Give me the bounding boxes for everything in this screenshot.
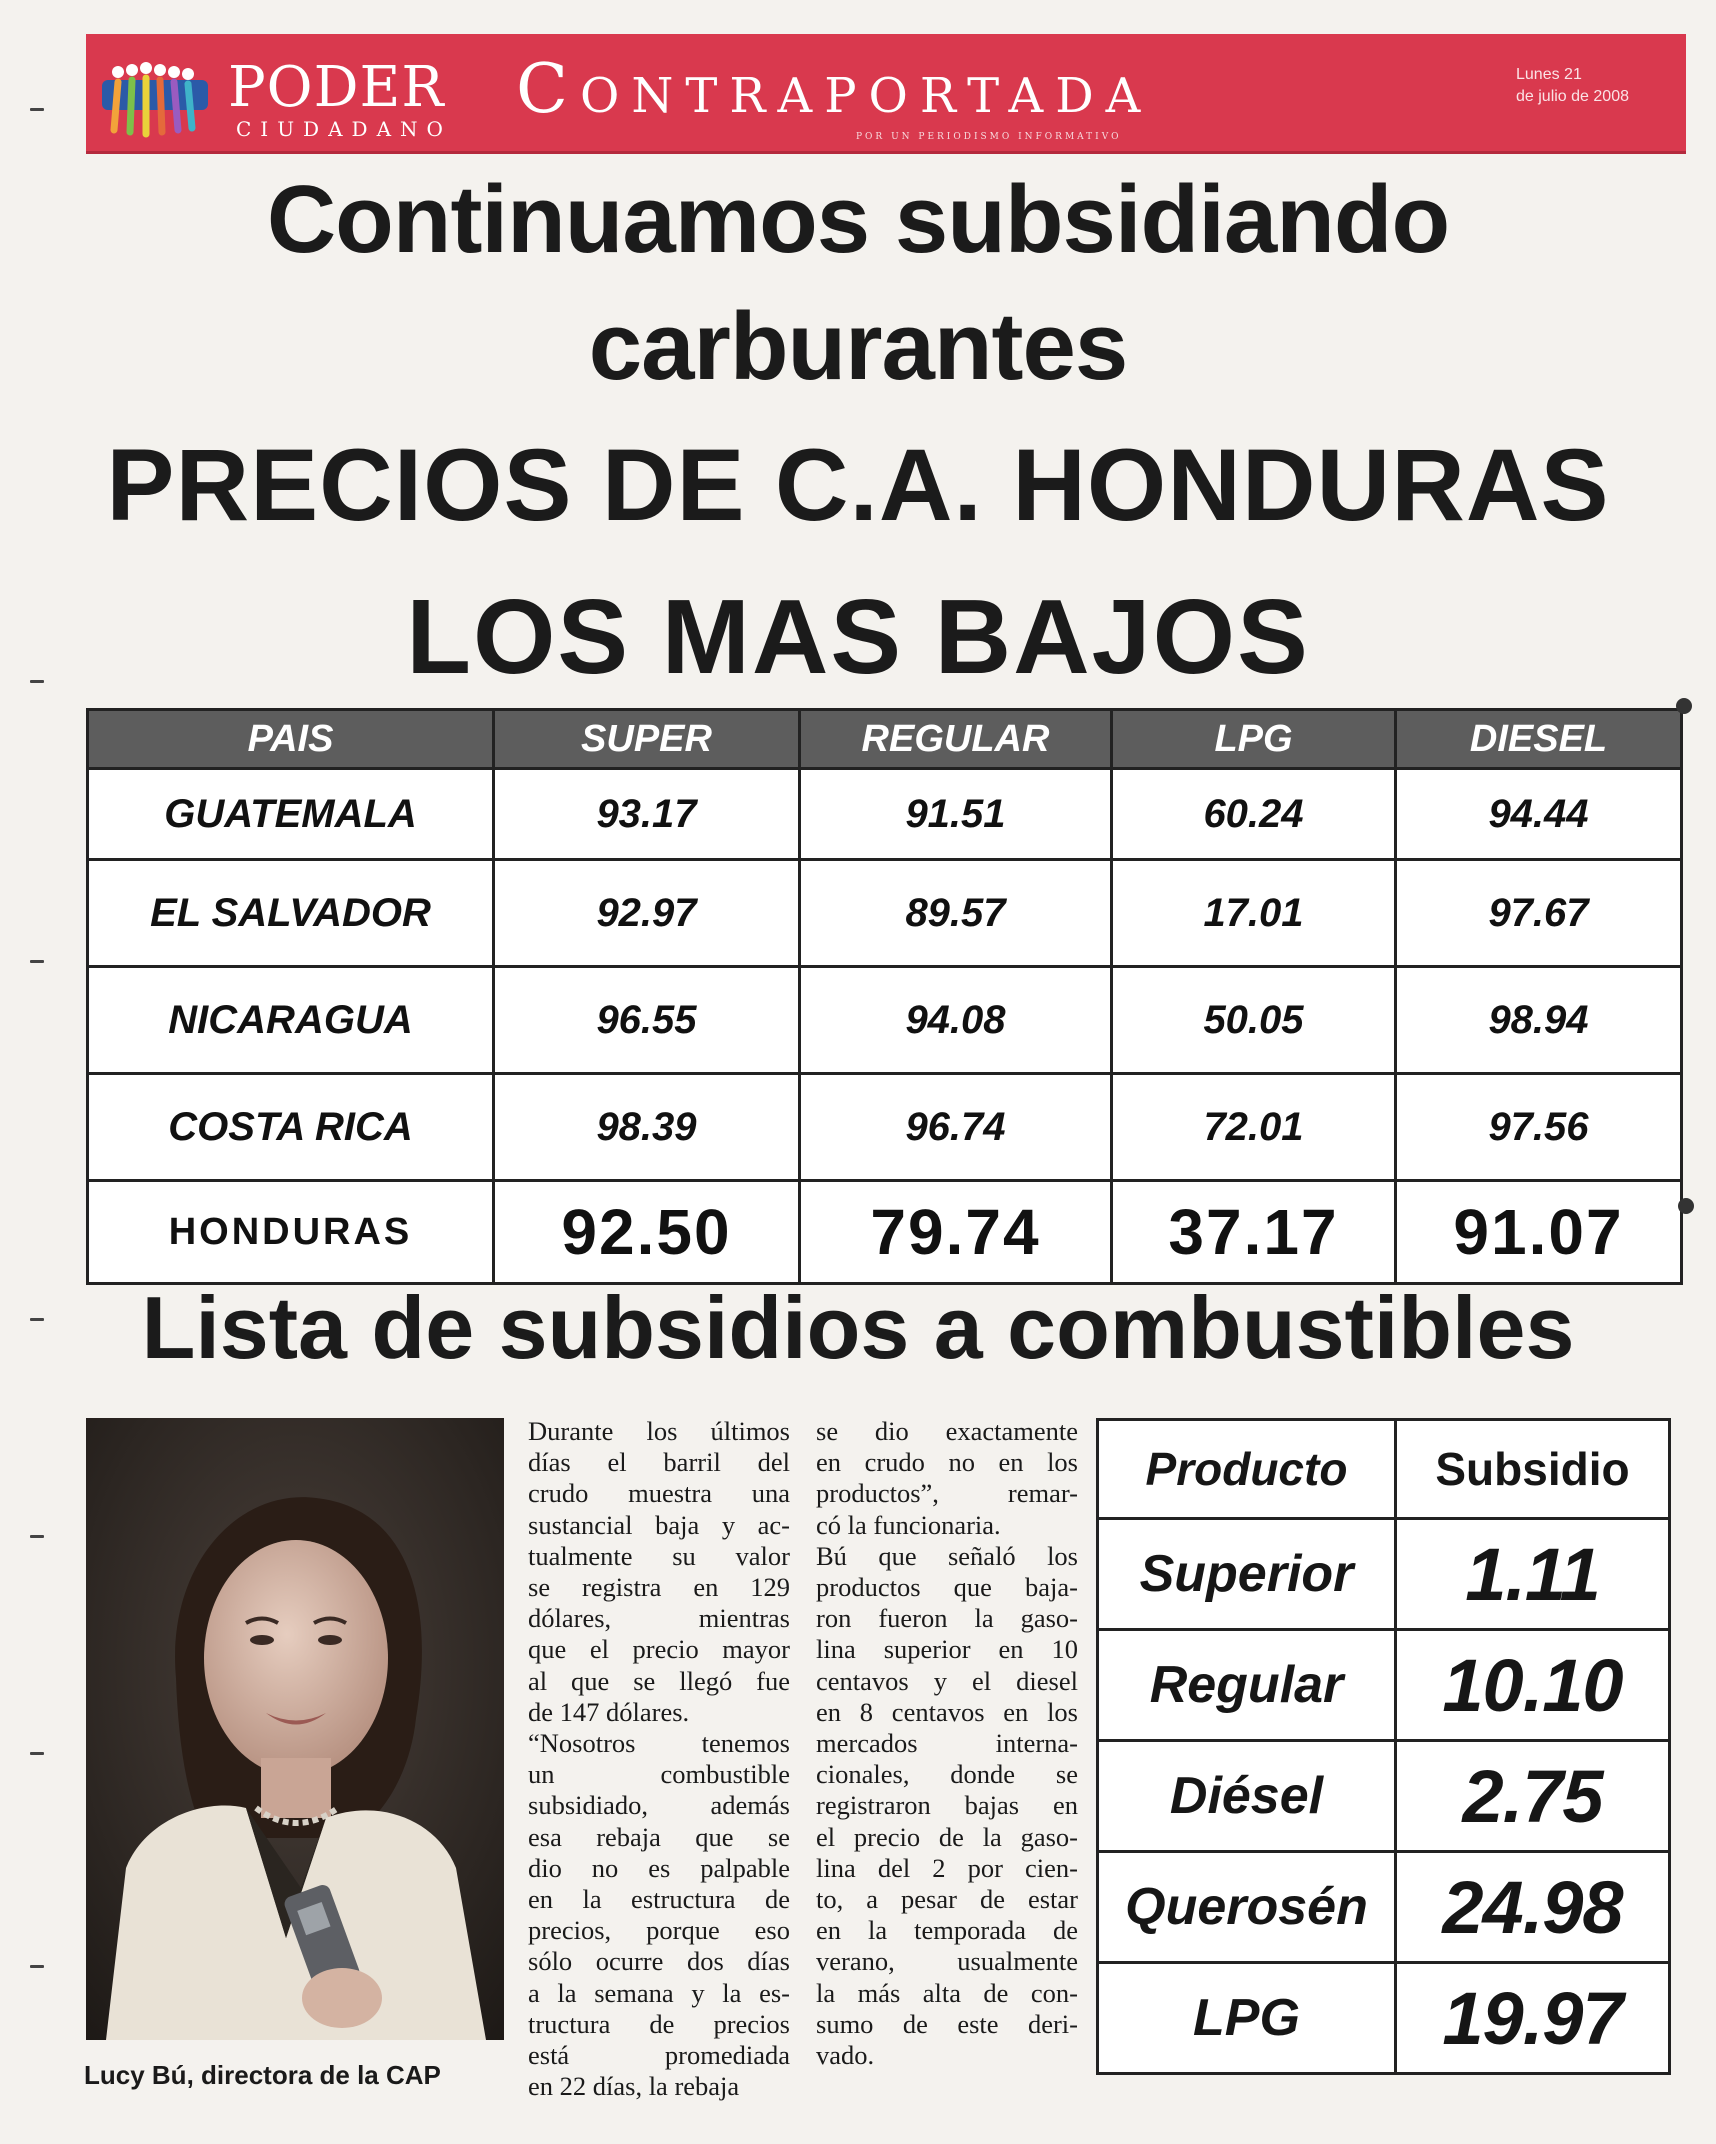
- price-cell: 72.01: [1112, 1074, 1396, 1181]
- table-row: [1098, 1741, 1670, 1852]
- logo-people-icon: [100, 58, 210, 138]
- article-text-line: de 147 dólares.: [528, 1696, 690, 1727]
- column-header-subsidio: Subsidio: [1396, 1420, 1670, 1519]
- price-cell: 37.17: [1112, 1181, 1396, 1284]
- price-cell: 89.57: [800, 860, 1112, 967]
- article-text-line: se registra en 129: [528, 1572, 790, 1603]
- issue-date-line2: de julio de 2008: [1516, 88, 1629, 105]
- price-cell: 97.67: [1396, 860, 1682, 967]
- subsidy-value-cell: 19.97: [1396, 1963, 1670, 2074]
- article-text-line: tructura de precios: [528, 2008, 790, 2039]
- headline-line-1: Continuamos subsidiando: [266, 166, 1450, 273]
- column-header-regular: REGULAR: [800, 710, 1112, 769]
- price-cell: 96.74: [800, 1074, 1112, 1181]
- price-cell: 98.94: [1396, 967, 1682, 1074]
- product-cell: Regular: [1098, 1630, 1396, 1741]
- subsidy-value-cell: 10.10: [1396, 1630, 1670, 1741]
- table-row: [1098, 1852, 1670, 1963]
- article-text-line: cionales, donde se: [816, 1759, 1078, 1790]
- table-row: [1098, 1963, 1670, 2074]
- article-column-1: [528, 1416, 790, 2102]
- article-text-line: sumo de este deri-: [816, 2008, 1078, 2039]
- article-text-line: crudo muestra una: [528, 1478, 790, 1509]
- subheadline-line-1: PRECIOS DE C.A. HONDURAS: [106, 428, 1610, 542]
- article-text-line: esa rebaja que se: [528, 1821, 790, 1852]
- article-text-line: productos”, remar-: [816, 1478, 1078, 1509]
- margin-mark: [30, 1752, 44, 1755]
- subsidy-value-cell: 2.75: [1396, 1741, 1670, 1852]
- subsidy-value-cell: 1.11: [1396, 1519, 1670, 1630]
- table-row: [88, 1074, 1682, 1181]
- price-cell: 91.07: [1396, 1181, 1682, 1284]
- article-text-line: sustancial baja y ac-: [528, 1509, 790, 1540]
- country-cell: EL SALVADOR: [88, 860, 494, 967]
- article-text-line: registraron bajas en: [816, 1790, 1078, 1821]
- article-text-line: un combustible: [528, 1759, 790, 1790]
- price-cell: 92.50: [494, 1181, 800, 1284]
- price-cell: 97.56: [1396, 1074, 1682, 1181]
- article-text-line: sólo ocurre dos días: [528, 1946, 790, 1977]
- table-row: [88, 967, 1682, 1074]
- table-row: [88, 860, 1682, 967]
- article-text-line: precios, porque eso: [528, 1915, 790, 1946]
- column-header-super: SUPER: [494, 710, 800, 769]
- article-text-line: a la semana y la es-: [528, 1977, 790, 2008]
- article-text-line: el precio de la gaso-: [816, 1821, 1078, 1852]
- table-row: [88, 769, 1682, 860]
- portrait-photo: [86, 1418, 504, 2040]
- price-cell: 93.17: [494, 769, 800, 860]
- price-cell: 92.97: [494, 860, 800, 967]
- country-cell: COSTA RICA: [88, 1074, 494, 1181]
- price-cell: 79.74: [800, 1181, 1112, 1284]
- article-text-line: “Nosotros tenemos: [528, 1728, 790, 1759]
- price-cell: 91.51: [800, 769, 1112, 860]
- price-cell: 94.08: [800, 967, 1112, 1074]
- article-text-line: ron fueron la gaso-: [816, 1603, 1078, 1634]
- article-text-line: productos que baja-: [816, 1572, 1078, 1603]
- product-cell: Diésel: [1098, 1741, 1396, 1852]
- product-cell: LPG: [1098, 1963, 1396, 2074]
- margin-mark: [30, 108, 44, 111]
- article-text-line: verano, usualmente: [816, 1946, 1078, 1977]
- article-text-line: la más alta de con-: [816, 1977, 1078, 2008]
- article-text-line: dólares, mientras: [528, 1603, 790, 1634]
- section-title: Contraportada: [516, 50, 1153, 129]
- table-row: [1098, 1630, 1670, 1741]
- product-cell: Superior: [1098, 1519, 1396, 1630]
- section-tagline: POR UN PERIODISMO INFORMATIVO: [856, 132, 1122, 142]
- country-cell: NICARAGUA: [88, 967, 494, 1074]
- article-text-line: centavos y el diesel: [816, 1665, 1078, 1696]
- margin-mark: [30, 1965, 44, 1968]
- price-table-header-row: [88, 710, 1682, 769]
- headline-line-2: carburantes: [588, 293, 1128, 400]
- country-cell: HONDURAS: [88, 1181, 494, 1284]
- price-cell: 96.55: [494, 967, 800, 1074]
- subsidy-value-cell: 24.98: [1396, 1852, 1670, 1963]
- table-row-highlight: [88, 1181, 1682, 1284]
- country-cell: GUATEMALA: [88, 769, 494, 860]
- column-header-lpg: LPG: [1112, 710, 1396, 769]
- article-text-line: to, a pesar de estar: [816, 1884, 1078, 1915]
- article-text-line: al que se llegó fue: [528, 1665, 790, 1696]
- photo-caption: Lucy Bú, directora de la CAP: [84, 2060, 441, 2090]
- article-text-line: tualmente su valor: [528, 1540, 790, 1571]
- issue-date-line1: Lunes 21: [1516, 66, 1582, 83]
- woman-portrait-image: [86, 1418, 504, 2040]
- article-text-line: se dio exactamente: [816, 1416, 1078, 1446]
- subheadline-line-2: LOS MAS BAJOS: [406, 578, 1310, 696]
- column-header-producto: Producto: [1098, 1420, 1396, 1519]
- column-header-pais: PAIS: [88, 710, 494, 769]
- article-text-line: lina del 2 por cien-: [816, 1852, 1078, 1883]
- article-text-line: en crudo no en los: [816, 1447, 1078, 1478]
- issue-date: [1516, 64, 1666, 108]
- article-text-line: lina superior en 10: [816, 1634, 1078, 1665]
- article-text-line: Durante los últimos: [528, 1416, 790, 1446]
- subsidy-table-header-row: [1098, 1420, 1670, 1519]
- article-text-line: en 8 centavos en los: [816, 1696, 1078, 1727]
- article-column-2: [816, 1416, 1078, 2071]
- newspaper-header: [86, 34, 1686, 154]
- margin-mark: [30, 1535, 44, 1538]
- article-text-line: está promediada: [528, 2040, 790, 2071]
- fuel-price-table: [86, 708, 1683, 1285]
- article-text-line: en la estructura de: [528, 1884, 790, 1915]
- price-cell: 98.39: [494, 1074, 800, 1181]
- price-cell: 94.44: [1396, 769, 1682, 860]
- subsidy-table: [1096, 1418, 1671, 2075]
- pushpin-icon: [1678, 1198, 1694, 1214]
- pushpin-icon: [1676, 698, 1692, 714]
- article-text-line: que el precio mayor: [528, 1634, 790, 1665]
- price-cell: 17.01: [1112, 860, 1396, 967]
- article-text-line: vado.: [816, 2040, 875, 2071]
- article-text-line: en 22 días, la rebaja: [528, 2071, 740, 2102]
- logo-subtitle: CIUDADANO: [236, 117, 452, 141]
- price-cell: 60.24: [1112, 769, 1396, 860]
- article-text-line: subsidiado, además: [528, 1790, 790, 1821]
- margin-mark: [30, 960, 44, 963]
- article-text-line: có la funcionaria.: [816, 1509, 1001, 1540]
- article-text-line: Bú que señaló los: [816, 1540, 1078, 1571]
- subsidy-section-title: Lista de subsidios a combustibles: [141, 1278, 1575, 1377]
- table-row: [1098, 1519, 1670, 1630]
- article-text-line: mercados interna-: [816, 1728, 1078, 1759]
- logo-wordmark: PODER: [228, 55, 445, 120]
- article-text-line: días el barril del: [528, 1447, 790, 1478]
- article-text-line: en la temporada de: [816, 1915, 1078, 1946]
- price-cell: 50.05: [1112, 967, 1396, 1074]
- product-cell: Querosén: [1098, 1852, 1396, 1963]
- column-header-diesel: DIESEL: [1396, 710, 1682, 769]
- article-text-line: dio no es palpable: [528, 1852, 790, 1883]
